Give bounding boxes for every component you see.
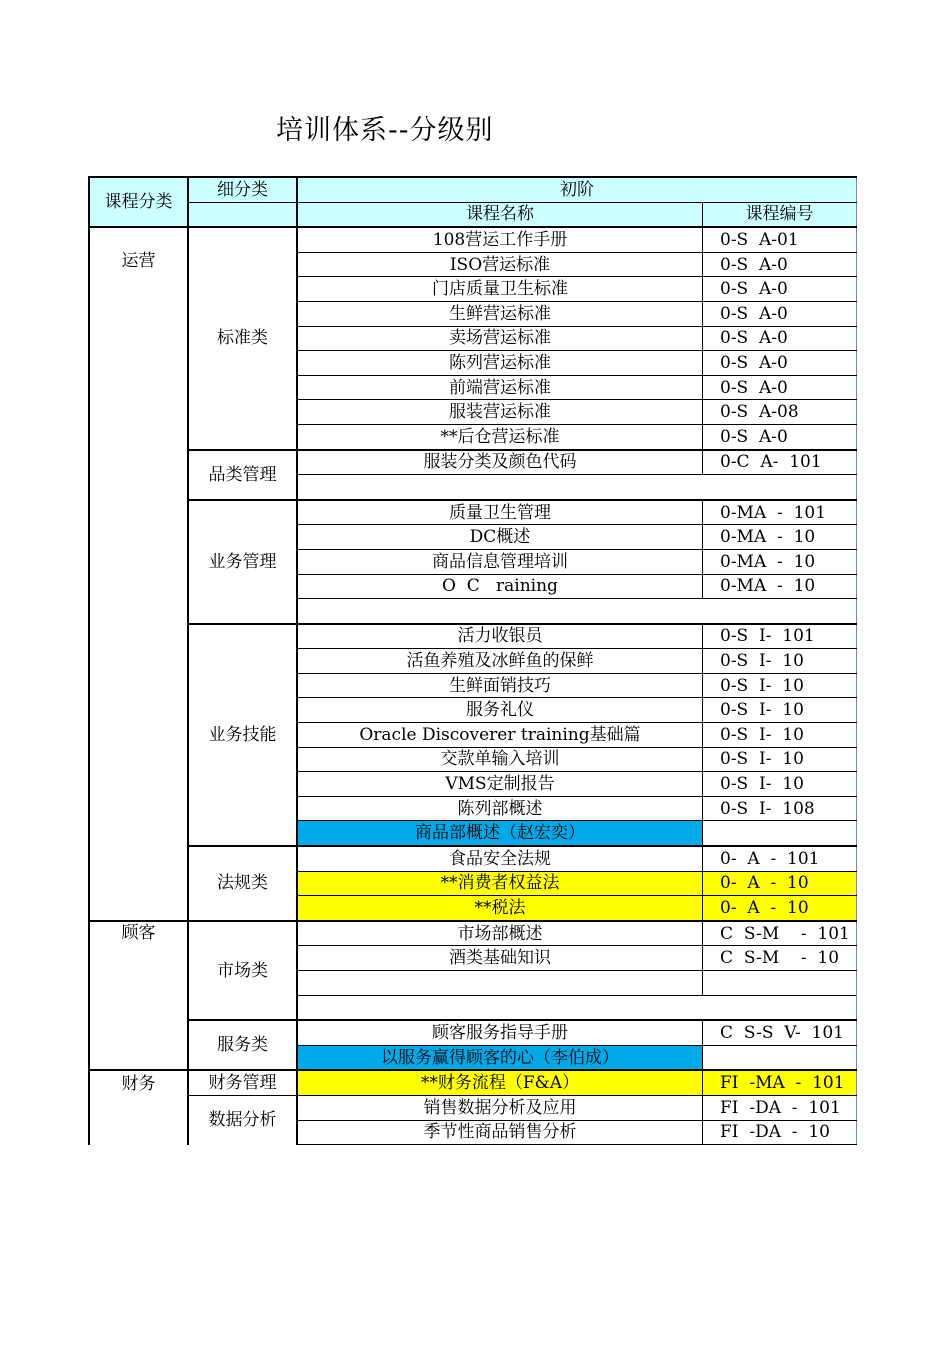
empty-cell — [703, 971, 857, 996]
sub-business-mgmt: 业务管理 — [188, 500, 297, 624]
course-code: C S-M - 101 — [703, 921, 857, 946]
course-code: 0-MA - 10 — [703, 525, 857, 550]
course-code: 0-S A-0 — [703, 351, 857, 376]
course-code: FI -DA - 10 — [703, 1120, 857, 1145]
course-code: 0-S A-0 — [703, 326, 857, 351]
course-code: 0-S I- 10 — [703, 723, 857, 748]
course-name: 卖场营运标准 — [297, 326, 703, 351]
course-code: FI -MA - 101 — [703, 1070, 857, 1095]
table-row — [89, 227, 857, 252]
table-row — [89, 1095, 857, 1120]
course-name: 陈列部概述 — [297, 796, 703, 821]
empty-cell — [297, 599, 857, 624]
course-name: 酒类基础知识 — [297, 946, 703, 971]
course-name: DC概述 — [297, 525, 703, 550]
course-name: VMS定制报告 — [297, 772, 703, 797]
header-category: 课程分类 — [89, 177, 188, 227]
header-subcategory: 细分类 — [188, 177, 297, 202]
header-row-2 — [89, 202, 857, 227]
course-code: 0-MA - 10 — [703, 574, 857, 599]
course-code: 0-MA - 10 — [703, 549, 857, 574]
course-name: O C raining — [297, 574, 703, 599]
header-sub-empty — [188, 202, 297, 227]
group-customer: 顾客 — [89, 921, 188, 1071]
course-name: 生鲜面销技巧 — [297, 673, 703, 698]
table-row — [89, 846, 857, 871]
course-code: C S-S V- 101 — [703, 1020, 857, 1045]
course-name: 陈列营运标准 — [297, 351, 703, 376]
course-code: 0-S A-0 — [703, 301, 857, 326]
course-name: **后仓营运标准 — [297, 424, 703, 449]
table-row — [89, 1070, 857, 1095]
course-code: C S-M - 10 — [703, 946, 857, 971]
course-code: 0- A - 101 — [703, 846, 857, 871]
course-name: Oracle Discoverer training基础篇 — [297, 723, 703, 748]
course-name: 商品部概述（赵宏奕） — [297, 821, 703, 846]
table-row — [89, 1020, 857, 1045]
course-name: 活鱼养殖及冰鲜鱼的保鲜 — [297, 649, 703, 674]
course-name: ISO营运标准 — [297, 252, 703, 277]
header-row-1 — [89, 177, 857, 202]
course-name: **财务流程（F&A） — [297, 1070, 703, 1095]
course-code: 0-S A-0 — [703, 252, 857, 277]
course-code — [703, 1045, 857, 1070]
course-code: 0-S I- 10 — [703, 698, 857, 723]
course-code: 0-S I- 10 — [703, 747, 857, 772]
course-name: 以服务赢得顾客的心（李伯成） — [297, 1045, 703, 1070]
training-table — [88, 176, 857, 1145]
course-code: 0-S I- 10 — [703, 673, 857, 698]
sub-service: 服务类 — [188, 1020, 297, 1070]
course-name: 门店质量卫生标准 — [297, 277, 703, 302]
header-course-code: 课程编号 — [703, 202, 857, 227]
header-course-name: 课程名称 — [297, 202, 703, 227]
empty-cell — [297, 475, 857, 500]
sub-regulation: 法规类 — [188, 846, 297, 921]
empty-cell — [297, 995, 857, 1020]
course-code: 0- A - 10 — [703, 871, 857, 896]
course-name: **税法 — [297, 896, 703, 921]
page-title: 培训体系--分级别 — [276, 115, 494, 146]
course-code: 0-S A-0 — [703, 277, 857, 302]
course-name: 生鲜营运标准 — [297, 301, 703, 326]
course-code: 0-S A-01 — [703, 227, 857, 252]
course-name: **消费者权益法 — [297, 871, 703, 896]
course-name: 前端营运标准 — [297, 375, 703, 400]
table-row — [89, 500, 857, 525]
sub-category-mgmt: 品类管理 — [188, 450, 297, 500]
course-code: 0-S A-0 — [703, 424, 857, 449]
sub-market: 市场类 — [188, 921, 297, 1020]
course-code: 0-C A- 101 — [703, 450, 857, 475]
group-ops: 运营 — [89, 227, 188, 921]
course-name: 108营运工作手册 — [297, 227, 703, 252]
course-name: 市场部概述 — [297, 921, 703, 946]
course-name: 活力收银员 — [297, 624, 703, 649]
group-finance: 财务 — [89, 1070, 188, 1144]
course-code: 0-S A-08 — [703, 400, 857, 425]
course-name: 季节性商品销售分析 — [297, 1120, 703, 1145]
table-row — [89, 624, 857, 649]
course-code: 0-S I- 10 — [703, 772, 857, 797]
table-row — [89, 921, 857, 946]
course-name: 顾客服务指导手册 — [297, 1020, 703, 1045]
course-name: 质量卫生管理 — [297, 500, 703, 525]
empty-cell — [297, 971, 703, 996]
header-level: 初阶 — [297, 177, 857, 202]
course-name: 服务礼仪 — [297, 698, 703, 723]
course-name: 食品安全法规 — [297, 846, 703, 871]
sub-finance-mgmt: 财务管理 — [188, 1070, 297, 1095]
course-name: 服装营运标准 — [297, 400, 703, 425]
course-name: 交款单输入培训 — [297, 747, 703, 772]
course-code: 0-S I- 108 — [703, 796, 857, 821]
course-name: 商品信息管理培训 — [297, 549, 703, 574]
course-name: 服装分类及颜色代码 — [297, 450, 703, 475]
table-row — [89, 450, 857, 475]
course-code: 0-S I- 101 — [703, 624, 857, 649]
course-code: FI -DA - 101 — [703, 1095, 857, 1120]
course-name: 销售数据分析及应用 — [297, 1095, 703, 1120]
sub-business-skill: 业务技能 — [188, 624, 297, 846]
sub-data-analysis: 数据分析 — [188, 1095, 297, 1144]
sub-standard: 标准类 — [188, 227, 297, 449]
course-code: 0- A - 10 — [703, 896, 857, 921]
course-code — [703, 821, 857, 846]
course-code: 0-S I- 10 — [703, 649, 857, 674]
course-code: 0-MA - 101 — [703, 500, 857, 525]
course-code: 0-S A-0 — [703, 375, 857, 400]
